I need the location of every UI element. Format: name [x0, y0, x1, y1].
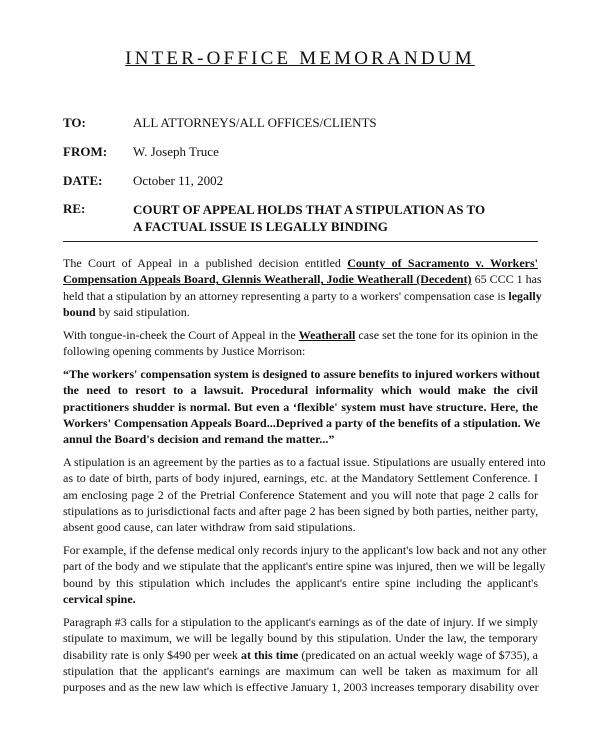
court-quote: “The workers' compensation system is designed to assure benefits to injured workers without the need to resort to a lawsuit. Procedural informality which would make the civil practitioners shudder is normal. But even a ‘flexible' system must have structure. Here, the Workers' Compensation Appeals Board...Deprived a party of the benefits of a stipulation. We annul the Board's decision and remand the matter...”: [63, 367, 541, 447]
re-subject: COURT OF APPEAL HOLDS THAT A STIPULATION AS TO A FACTUAL ISSUE IS LEGALLY BINDING: [133, 202, 486, 234]
to-value: ALL ATTORNEYS/ALL OFFICES/CLIENTS: [133, 115, 377, 130]
memo-title: INTER-OFFICE MEMORANDUM: [125, 48, 475, 69]
paragraph-5: Paragraph #3 calls for a stipulation to the applicant's earnings as of the date of injury. If we simply stipulate to maximum, we will be legally bound by this stipulation. Under the law, the temporary disability rate is only $490 per week at this time (predicated on an actual weekly wage of $735), a stipulation that the applicant's earnings are maximum can well be taken as maximum for all purposes and as the new law which is effective January 1, 2003 increases temporary disability over: [63, 615, 539, 695]
paragraph-2: With tongue-in-cheek the Court of Appeal in the Weatherall case set the tone for its opinion in the following opening comments by Justice Morrison:: [63, 328, 538, 359]
re-label: RE:: [63, 201, 86, 216]
date-label: DATE:: [63, 173, 103, 188]
date-value: October 11, 2002: [133, 173, 224, 188]
paragraph-1: The Court of Appeal in a published decision entitled County of Sacramento v. Workers' Compensation Appeals Board, Glennis Weatherall, Jodie Weatherall (Decedent) 65 CCC 1 has held that a stipulation by an attorney representing a party to a workers' compensation case is legally bound by said stipulation.: [63, 256, 542, 319]
case-name: County of Sacramento v. Workers': [347, 256, 538, 270]
from-label: FROM:: [63, 144, 108, 159]
paragraph-3: A stipulation is an agreement by the parties as to a factual issue. Stipulations are usually entered into as to date of birth, parts of body injured, earnings, etc. at the Mandatory Settlement Conference. I am enclosing page 2 of the Pretrial Conference Statement and you will note that page 2 calls for stipulations as to jurisdictional facts and after page 2 has been signed by both parties, neither party, absent good cause, can later withdraw from said stipulations.: [63, 455, 546, 535]
header-divider: [63, 241, 538, 242]
paragraph-4: For example, if the defense medical only records injury to the applicant's low back and not any other part of the body and we stipulate that the applicant's entire spine was injured, then we will be legally bound by this stipulation which includes the applicant's entire spine including the applicant's cervical spine.: [63, 543, 547, 606]
from-value: W. Joseph Truce: [133, 144, 219, 159]
to-label: TO:: [63, 115, 86, 130]
